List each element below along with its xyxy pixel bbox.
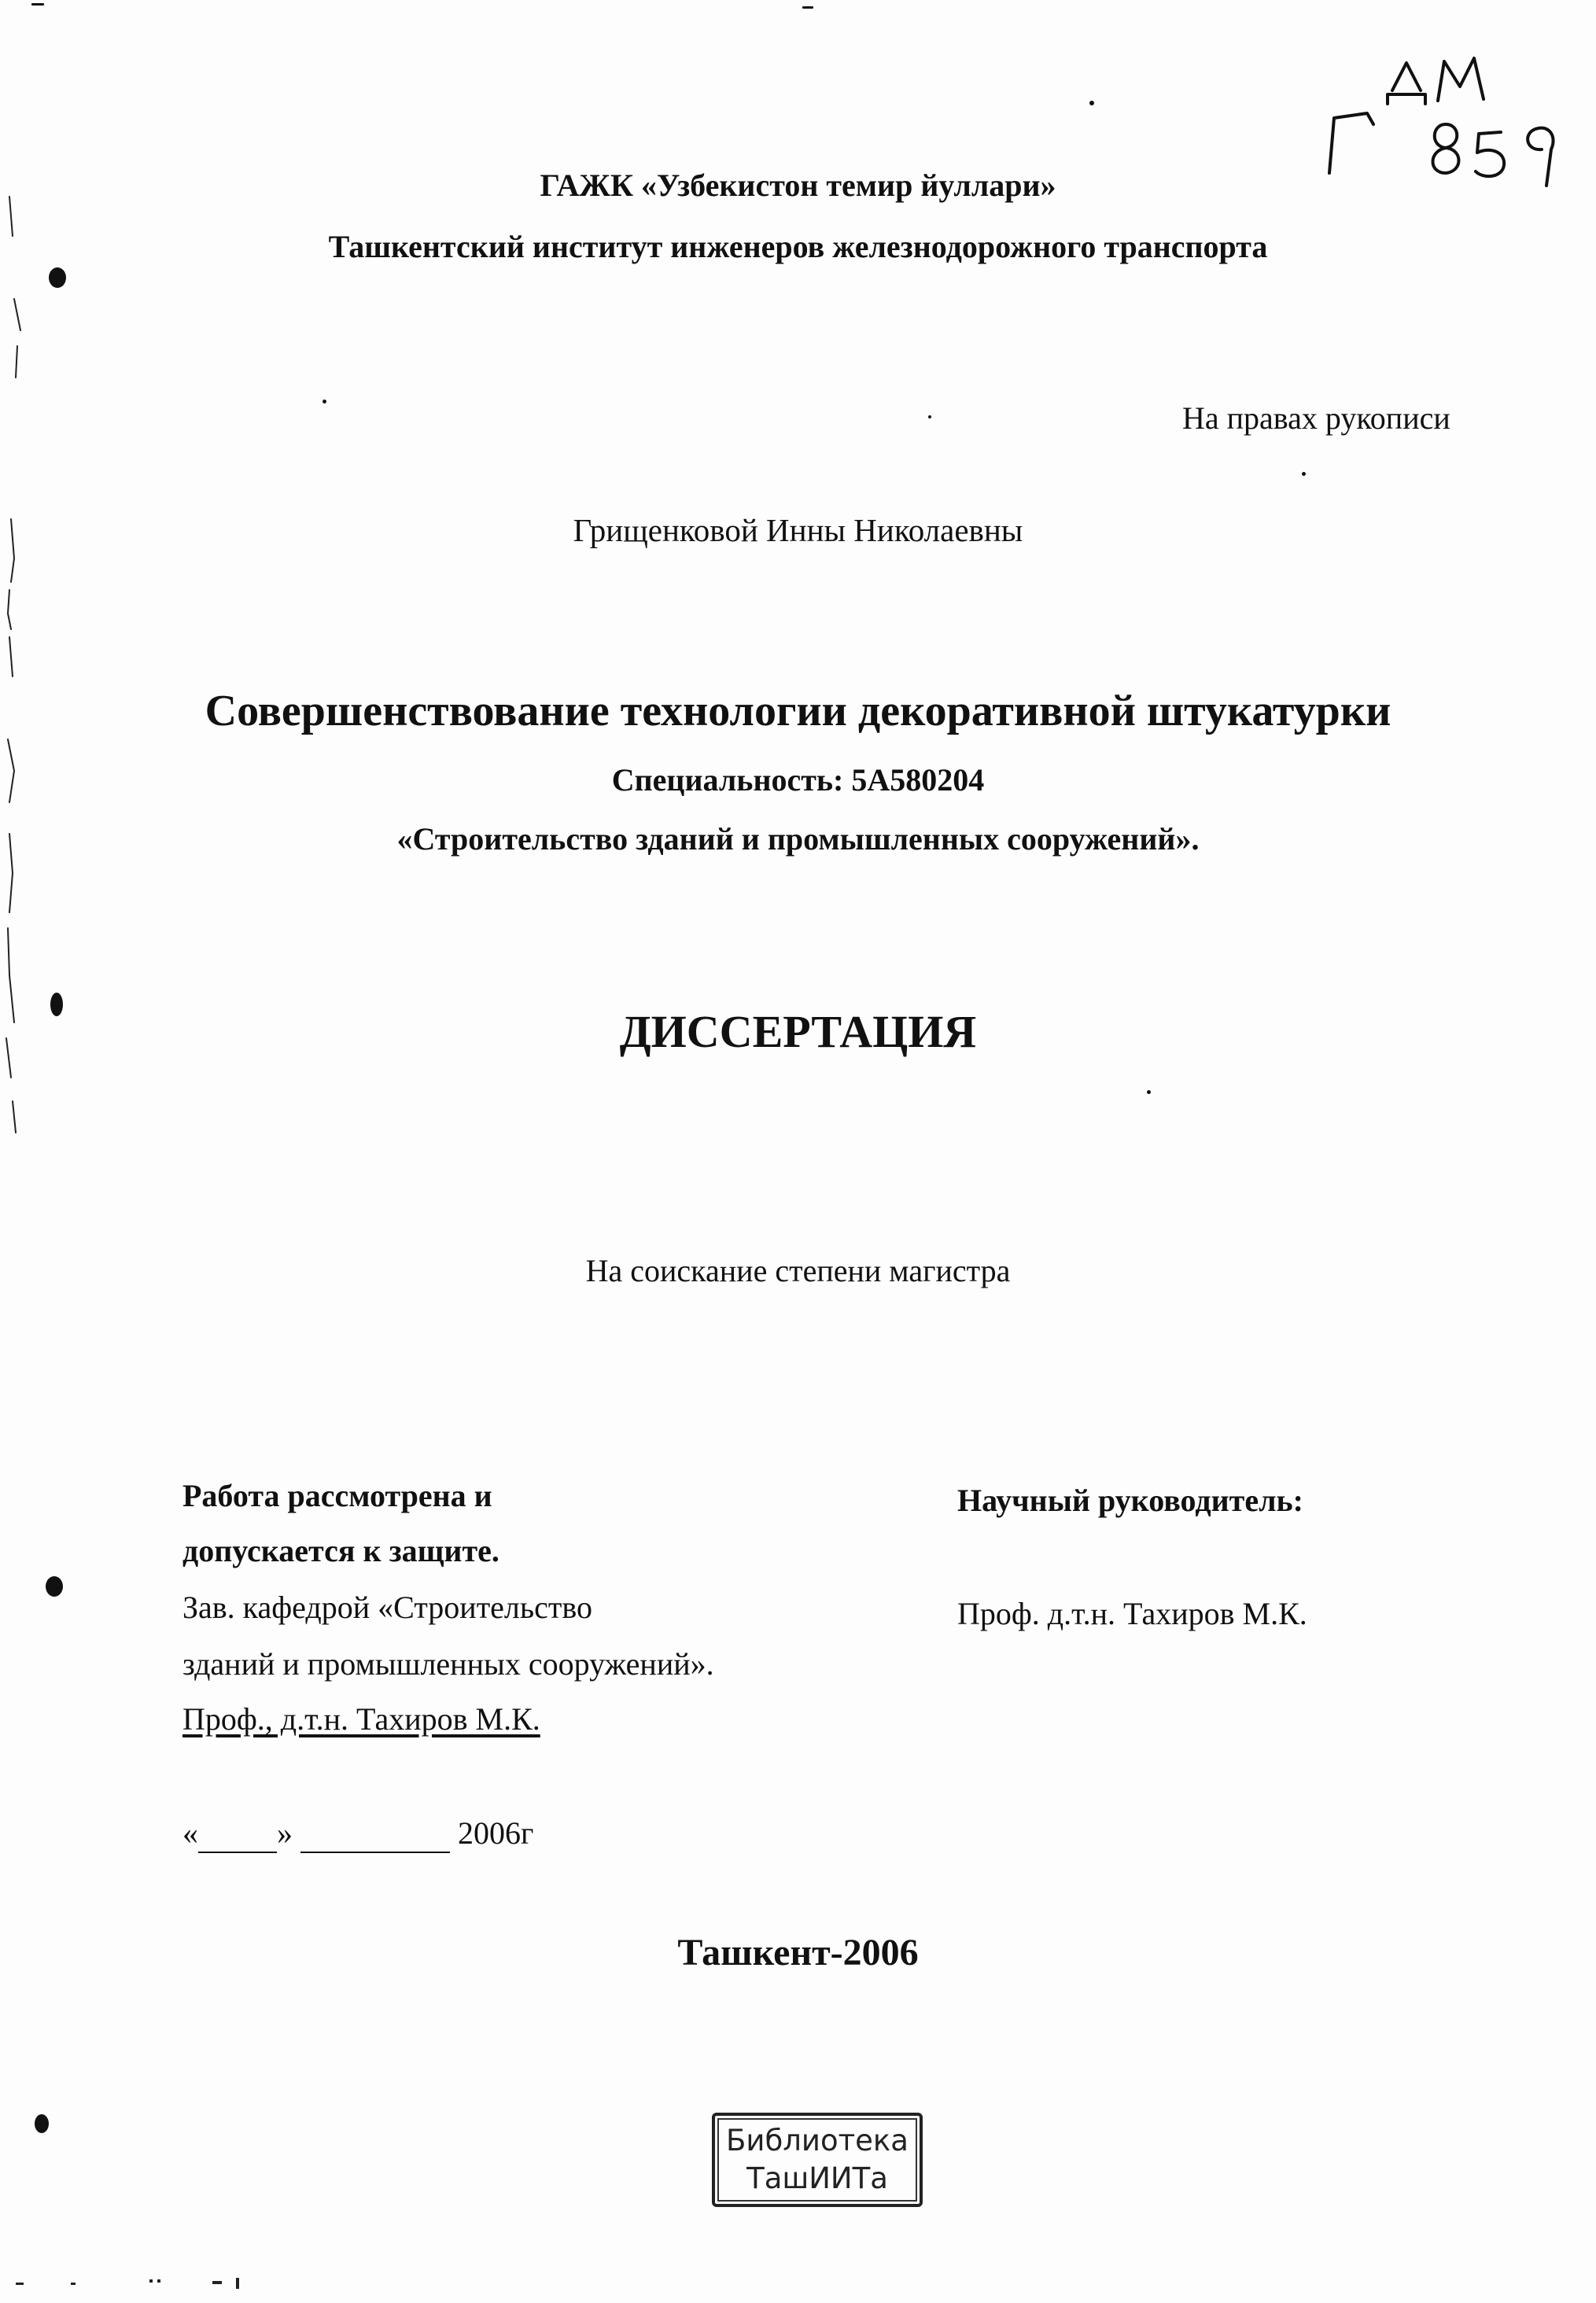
approval-signatory: Проф., д.т.н. Тахиров М.К.	[182, 1701, 540, 1737]
handwritten-catalog-code	[1306, 31, 1573, 189]
institute-name: Ташкентский институт инженеров железнодорожного транспорта	[328, 229, 1268, 264]
scan-speck	[35, 2114, 49, 2133]
day-blank	[198, 1815, 277, 1853]
manuscript-rights-note: На правах рукописи	[1182, 400, 1450, 436]
scan-speck	[323, 400, 326, 403]
city-year: Ташкент-2006	[677, 1932, 919, 1973]
stamp-line-1: Библиотека	[726, 2124, 909, 2157]
scan-speck	[802, 6, 813, 9]
approval-line-1: Работа рассмотрена и	[182, 1478, 492, 1513]
document-type: ДИССЕРТАЦИЯ	[619, 1006, 977, 1057]
scan-speck	[928, 415, 931, 418]
author-name: Грищенковой Инны Николаевны	[573, 512, 1023, 548]
date-year: 2006г	[458, 1815, 534, 1851]
specialty-code: Специальность: 5А580204	[611, 762, 985, 798]
scan-speck	[1302, 472, 1306, 476]
month-blank	[300, 1815, 450, 1853]
thesis-title: Совершенствование технологии декоративной штукатурки	[205, 687, 1391, 735]
date-close-quote: »	[277, 1815, 293, 1851]
degree-statement: На соискание степени магистра	[585, 1253, 1011, 1288]
approval-line-3: Зав. кафедрой «Строительство	[182, 1590, 592, 1625]
specialty-name: «Строительство зданий и промышленных сооружений».	[396, 821, 1200, 857]
supervisor-name: Проф. д.т.н. Тахиров М.К.	[957, 1596, 1307, 1631]
approval-line-4: зданий и промышленных сооружений».	[182, 1646, 714, 1682]
left-margin-scan-marks	[0, 189, 55, 1148]
scan-speck	[1147, 1090, 1151, 1094]
date-line	[182, 1815, 533, 1853]
bottom-edge-scan-marks	[0, 2273, 315, 2297]
library-stamp	[712, 2113, 923, 2207]
approval-line-2: допускается к защите.	[182, 1533, 499, 1568]
scan-speck	[1089, 101, 1094, 105]
stamp-line-2: ТашИИТа	[746, 2161, 888, 2195]
scan-speck	[31, 3, 44, 6]
scan-speck	[46, 1576, 63, 1597]
date-open-quote: «	[182, 1815, 198, 1851]
supervisor-label: Научный руководитель:	[957, 1483, 1303, 1518]
organization-name: ГАЖК «Узбекистон темир йуллари»	[540, 168, 1056, 203]
